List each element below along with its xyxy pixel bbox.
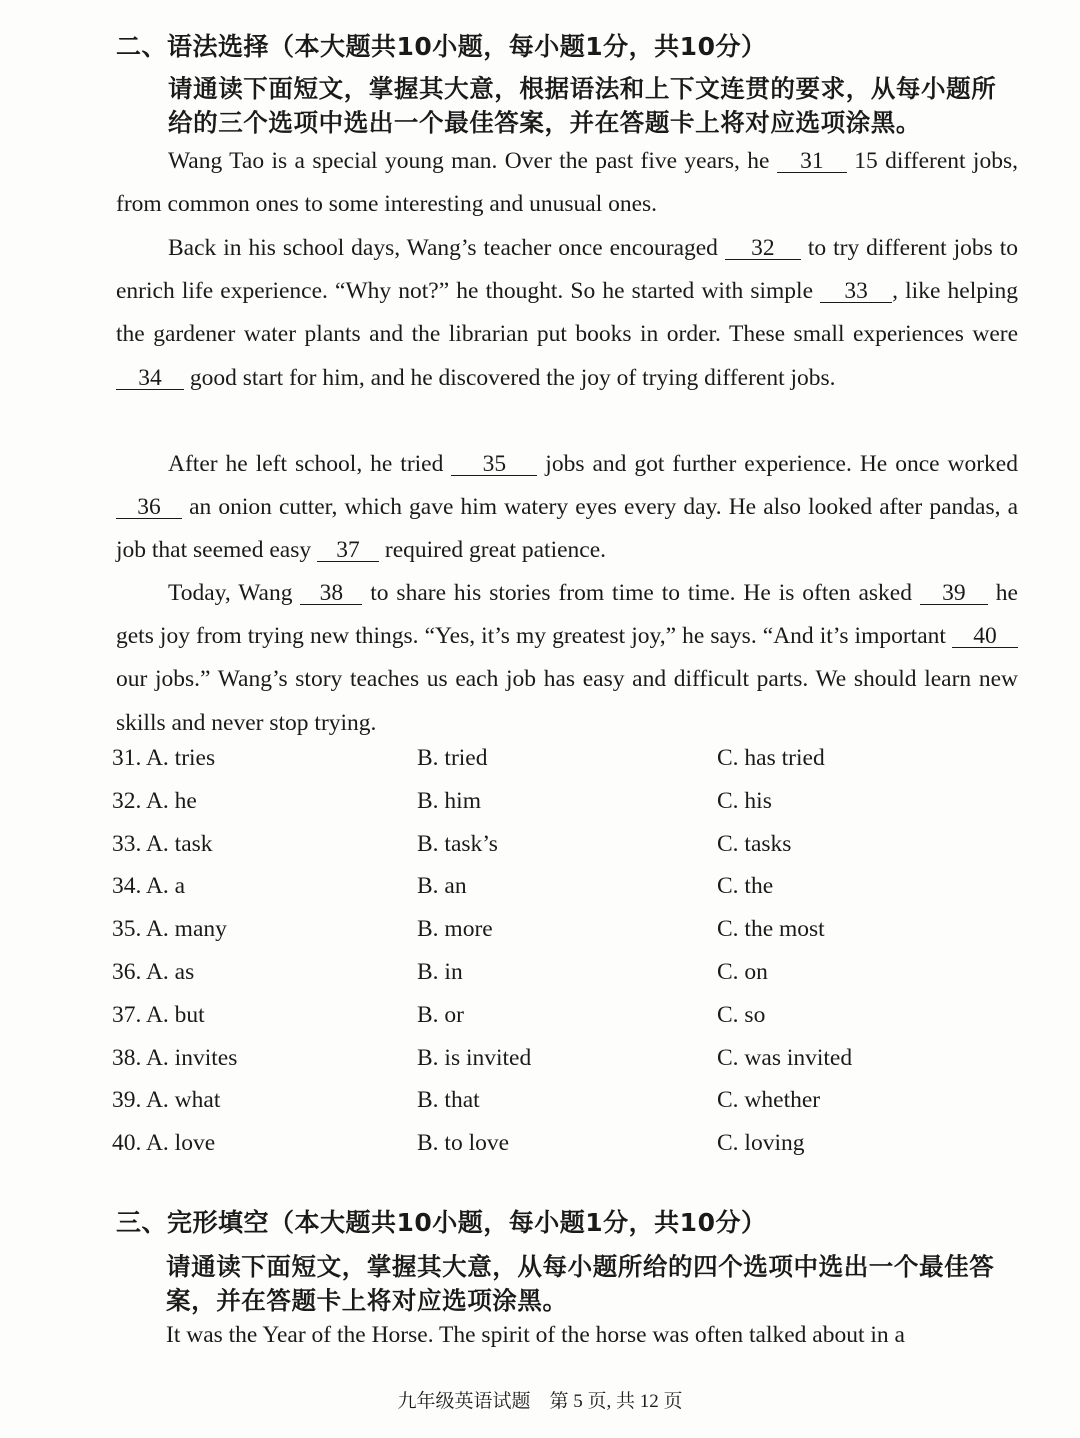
option-39-b: B. that	[417, 1087, 480, 1114]
blank-37: 37	[317, 539, 379, 562]
option-33-c: C. tasks	[717, 830, 792, 857]
option-31-a: 31. A. tries	[112, 745, 216, 771]
option-row-35	[112, 916, 1032, 959]
option-34-a: 34. A. a	[112, 873, 186, 900]
option-40-c: C. loving	[717, 1130, 805, 1157]
blank-33: 33	[820, 280, 892, 303]
blank-35: 35	[451, 453, 537, 476]
option-33-a: 33. A. task	[112, 830, 213, 857]
passage-paragraph-1	[116, 140, 1018, 226]
option-row-33	[112, 831, 1032, 874]
option-32-a: 32. A. he	[112, 787, 197, 814]
p2-text-4: good start for him, and he discovered the joy of trying different jobs.	[184, 364, 836, 391]
p1-text-2: 15 different jobs, from common ones to some interesting and unusual ones.	[116, 148, 1018, 218]
option-40-a: 40. A. love	[112, 1130, 216, 1157]
option-34-c: C. the	[717, 873, 774, 900]
blank-34: 34	[116, 367, 184, 390]
answer-options	[112, 745, 1032, 1173]
option-36-b: B. in	[417, 958, 463, 985]
option-39-c: C. whether	[717, 1087, 821, 1114]
option-38-a: 38. A. invites	[112, 1044, 238, 1071]
option-32-c: C. his	[717, 787, 772, 814]
option-36-c: C. on	[717, 958, 768, 985]
blank-31: 31	[777, 150, 847, 173]
option-row-32	[112, 788, 1032, 831]
option-34-b: B. an	[417, 873, 467, 900]
blank-32: 32	[725, 237, 801, 260]
option-35-a: 35. A. many	[112, 916, 227, 943]
section3-title: 三、完形填空（本大题共10小题，每小题1分，共10分）	[116, 1208, 767, 1237]
p3-text-1: After he left school, he tried	[168, 451, 452, 477]
option-38-b: B. is invited	[417, 1044, 532, 1071]
section2-title: 二、语法选择（本大题共10小题，每小题1分，共10分）	[116, 32, 767, 61]
option-37-c: C. so	[717, 1001, 766, 1028]
p4-text-4: our jobs.” Wang’s story teaches us each job has easy and difficult parts. We should learn new skills and never stop trying.	[116, 666, 1018, 736]
option-row-31	[112, 745, 1032, 788]
option-35-c: C. the most	[717, 916, 825, 943]
option-37-a: 37. A. but	[112, 1001, 205, 1028]
passage-paragraph-3	[116, 443, 1018, 573]
option-31-c: C. has tried	[717, 745, 825, 771]
option-row-39	[112, 1087, 1032, 1130]
option-row-37	[112, 1002, 1032, 1045]
passage-paragraph-4	[116, 572, 1018, 745]
p3-text-2: jobs and got further experience. He once worked	[537, 451, 1018, 477]
option-35-b: B. more	[417, 916, 493, 943]
p1-text-1: Wang Tao is a special young man. Over the past five years, he	[168, 148, 777, 174]
option-39-a: 39. A. what	[112, 1087, 221, 1114]
option-31-b: B. tried	[417, 745, 488, 771]
option-row-38	[112, 1045, 1032, 1088]
blank-39: 39	[920, 582, 988, 605]
option-33-b: B. task’s	[417, 830, 498, 857]
option-40-b: B. to love	[417, 1130, 510, 1157]
page-footer: 九年级英语试题 第 5 页, 共 12 页	[397, 1391, 683, 1412]
blank-38: 38	[300, 582, 362, 605]
section2-instruction: 请通读下面短文，掌握其大意，根据语法和上下文连贯的要求，从每小题所给的三个选项中选出一个最佳答案，并在答题卡上将对应选项涂黑。	[168, 74, 997, 137]
p3-text-4: required great patience.	[379, 537, 607, 564]
p4-text-1: Today, Wang	[168, 580, 301, 606]
option-row-36	[112, 959, 1032, 1002]
p4-text-2: to share his stories from time to time. He is often asked	[362, 580, 920, 606]
p4-text-3: he gets joy from trying new things. “Yes, it’s my greatest joy,” he says. “And it’s important	[116, 580, 1018, 650]
p3-text-3: an onion cutter, which gave him watery eyes every day. He also looked after pandas, a job that seemed easy	[116, 494, 1018, 564]
option-row-40	[112, 1130, 1032, 1173]
p2-text-2: to try different jobs to enrich life experience. “Why not?” he thought. So he started with simple	[116, 235, 1018, 305]
section3-first-line: It was the Year of the Horse. The spirit of the horse was often talked about in a	[166, 1322, 905, 1348]
option-32-b: B. him	[417, 787, 481, 814]
option-38-c: C. was invited	[717, 1044, 853, 1071]
option-36-a: 36. A. as	[112, 958, 195, 985]
section3-instruction: 请通读下面短文，掌握其大意，从每小题所给的四个选项中选出一个最佳答案，并在答题卡上将对应选项涂黑。	[166, 1252, 995, 1315]
p2-text-3: , like helping the gardener water plants and the librarian put books in order. These small experiences were	[116, 278, 1018, 348]
option-37-b: B. or	[417, 1001, 464, 1028]
blank-40: 40	[952, 625, 1018, 648]
blank-36: 36	[116, 496, 182, 519]
option-row-34	[112, 873, 1032, 916]
p2-text-1: Back in his school days, Wang’s teacher once encouraged	[168, 235, 725, 261]
passage-paragraph-2	[116, 227, 1018, 400]
